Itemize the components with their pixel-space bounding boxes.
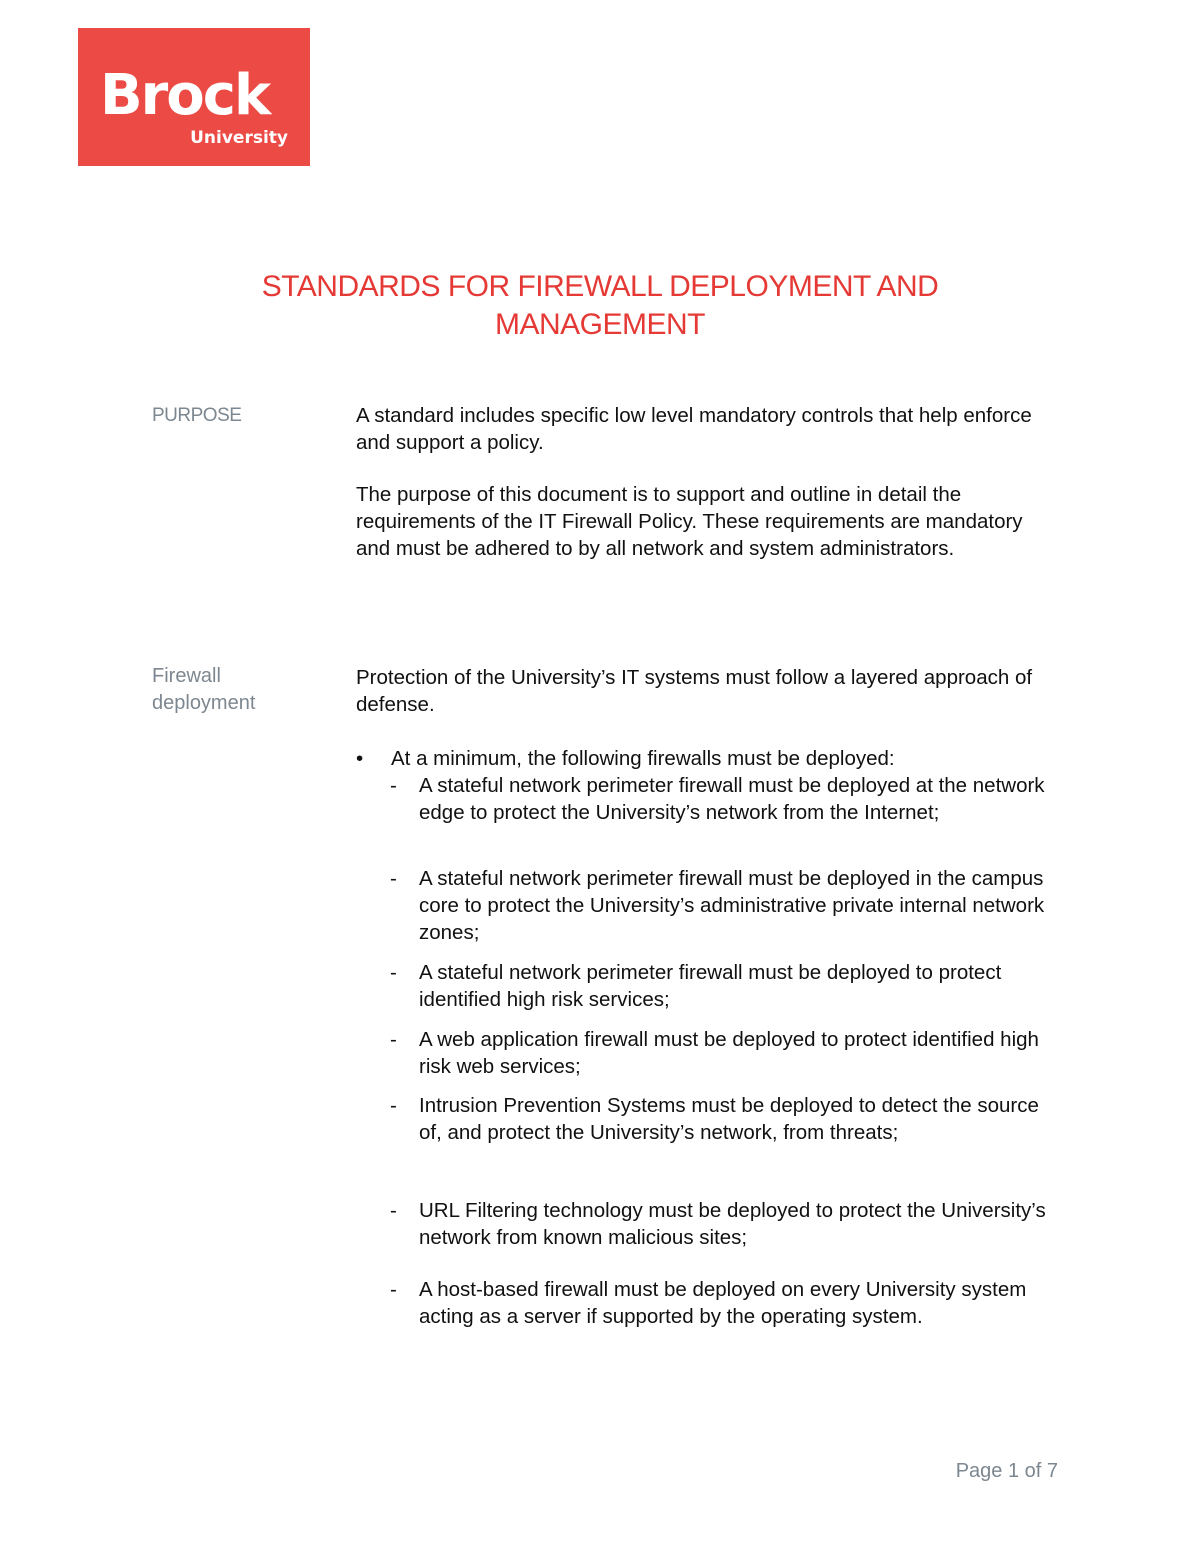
section-label-firewall-deployment [152, 663, 332, 717]
document-title-line-2: MANAGEMENT [494, 308, 705, 341]
dash-icon: - [390, 774, 397, 797]
list-item-text: A host-based firewall must be deployed on every University system acting as a server if supported by the operating system. [419, 1278, 1027, 1328]
bullet-icon: • [356, 747, 364, 770]
page-number: Page 1 of 7 [955, 1460, 1058, 1482]
list-item-text: Intrusion Prevention Systems must be deployed to detect the source of, and protect the University’s network, from threats; [419, 1094, 1039, 1144]
list-item-text: A web application firewall must be deployed to protect identified high risk web services; [419, 1028, 1039, 1078]
list-item-text: A stateful network perimeter firewall must be deployed to protect identified high risk services; [419, 961, 1002, 1011]
bullet-text: At a minimum, the following firewalls must be deployed: [391, 747, 895, 770]
brock-university-logo [78, 28, 310, 166]
purpose-paragraph-1 [356, 402, 1056, 456]
document-title [150, 268, 1050, 344]
deployment-intro-text: Protection of the University’s IT systems must follow a layered approach of defense. [356, 666, 1033, 716]
dash-icon: - [390, 1278, 397, 1301]
dash-icon: - [390, 1199, 397, 1222]
list-item-text: A stateful network perimeter firewall must be deployed in the campus core to protect the University’s administrative private internal network zones; [419, 867, 1045, 944]
dash-icon: - [390, 1094, 397, 1117]
dash-icon: - [390, 1028, 397, 1051]
logo-wordmark: Brock [100, 63, 270, 128]
dash-icon: - [390, 961, 397, 984]
purpose-paragraph-2 [356, 481, 1056, 562]
document-title-line-1: STANDARDS FOR FIREWALL DEPLOYMENT AND [261, 270, 939, 303]
dash-icon: - [390, 867, 397, 890]
section-label-line-2: deployment [152, 692, 256, 714]
deployment-intro [356, 664, 1056, 718]
section-label-line-1: Firewall [152, 665, 221, 687]
logo-subtitle: University [190, 128, 288, 148]
list-item-text: URL Filtering technology must be deployed to protect the University’s network from known malicious sites; [419, 1199, 1046, 1249]
list-item-text: A stateful network perimeter firewall must be deployed at the network edge to protect the University’s network from the Internet; [419, 774, 1045, 824]
section-label-purpose: PURPOSE [152, 405, 242, 426]
purpose-text-2: The purpose of this document is to support and outline in detail the requirements of the IT Firewall Policy. These requirements are mandatory and must be adhered to by all network and system administrators. [356, 483, 1023, 560]
purpose-text-1: A standard includes specific low level mandatory controls that help enforce and support a policy. [356, 404, 1032, 454]
